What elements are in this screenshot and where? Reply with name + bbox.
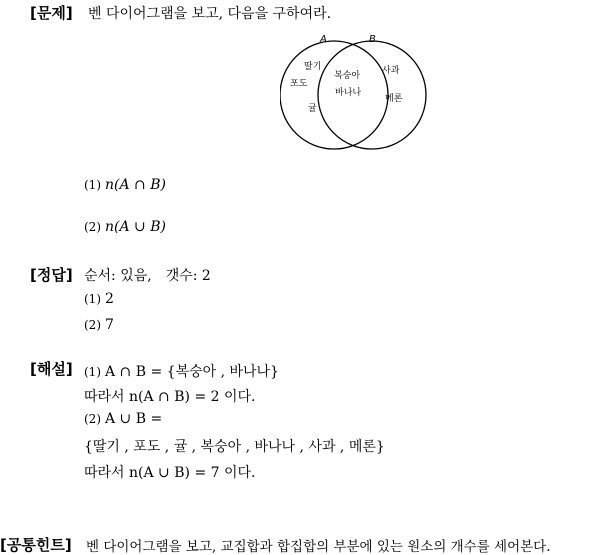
answer-label: [정답] xyxy=(30,266,73,284)
intersection-item: 복숭아 xyxy=(334,71,361,81)
item-expression: n(A ∩ B) xyxy=(105,177,166,193)
a-only-item: 딸기 xyxy=(304,62,322,72)
answer-value: 2 xyxy=(105,291,114,307)
explanation-line xyxy=(84,411,162,427)
answer-item-1 xyxy=(84,291,114,307)
explanation-text: 따라서 n(A ∪ B) = 7 이다. xyxy=(84,465,256,481)
answer-line: 순서: 있음, 갯수: 2 xyxy=(84,268,211,284)
item-expression: n(A ∪ B) xyxy=(105,219,166,235)
explanation-line xyxy=(84,361,279,381)
item-number: (2) xyxy=(84,412,101,426)
a-only-item: 포도 xyxy=(290,79,308,89)
b-only-item: 사과 xyxy=(382,66,400,76)
hint-text: 벤 다이어그램을 보고, 교집합과 합집합의 부분에 있는 원소의 개수를 세어본다. xyxy=(86,539,551,555)
explanation-text: A ∩ B = {복숭아 , 바나나} xyxy=(105,364,279,380)
venn-diagram xyxy=(280,31,430,155)
problem-label: [문제] xyxy=(30,4,73,22)
answer-item-2 xyxy=(84,317,114,333)
problem-item-1 xyxy=(84,177,166,193)
intersection-item: 바나나 xyxy=(335,88,362,98)
hint-label: [공통힌트] xyxy=(0,536,72,554)
explanation-label: [해설] xyxy=(30,360,73,378)
set-a-label: A xyxy=(320,34,327,45)
item-number: (1) xyxy=(84,365,101,379)
explanation-text: {딸기 , 포도 , 귤 , 복숭아 , 바나나 , 사과 , 메론} xyxy=(84,439,385,455)
explanation-line xyxy=(84,436,385,456)
problem-item-2 xyxy=(84,219,166,235)
item-number: (1) xyxy=(84,178,101,192)
problem-text: 벤 다이어그램을 보고, 다음을 구하여라. xyxy=(88,6,332,22)
item-number: (2) xyxy=(84,318,101,332)
b-only-item: 메론 xyxy=(385,94,403,104)
explanation-text: 따라서 n(A ∩ B) = 2 이다. xyxy=(84,389,256,405)
item-number: (1) xyxy=(84,292,101,306)
set-b-label: B xyxy=(369,34,376,45)
answer-value: 7 xyxy=(105,317,114,333)
explanation-line xyxy=(84,386,255,406)
explanation-text: A ∪ B = xyxy=(105,411,163,427)
a-only-item: 귤 xyxy=(308,104,317,114)
item-number: (2) xyxy=(84,220,101,234)
explanation-line xyxy=(84,462,255,482)
